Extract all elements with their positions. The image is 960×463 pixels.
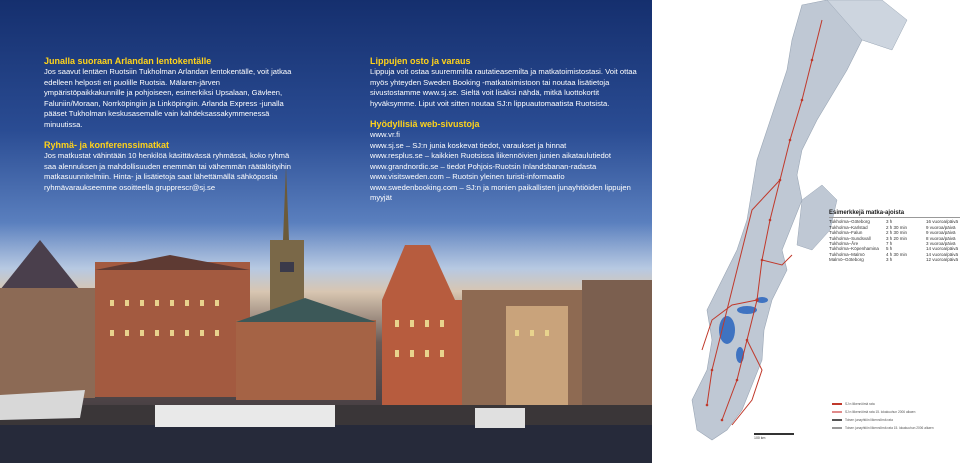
website-list	[370, 130, 640, 204]
group-travel-heading: Ryhmä- ja konferenssimatkat	[44, 140, 170, 150]
legend-item: SJ:n liikennöimä rata	[832, 400, 934, 408]
table-row: Tukholma–Åre 7 h 3 vuoroa/päivä	[829, 241, 956, 247]
table-row: Tukholma–Köpenhamina 5 h 14 vuoroa/päivä	[829, 246, 959, 252]
scale-label: 100 km	[754, 435, 766, 440]
map-scale	[754, 433, 794, 440]
table-row: Tukholma–Karlstad 2 h 30 min 9 vuoroa/päivä	[829, 224, 956, 230]
map-legend	[832, 400, 934, 432]
airport-paragraph: Jos saavut lentäen Ruotsiin Tukholman Arlandan lentokentälle, voit jatkaa edelleen helposti eri puolille Ruotsia. Mälaren-järven ympäristöpaikkakunnille ja pohjoiseen, esimerkiksi Upsalaan, Gävleen, Faluniin/Moraan, Norrköpingiin ja Linköpingiin. Arlanda Express -junalla pääset Tukholman keskusasemalle vain kahdeksassakymmenessä minuutissa.	[44, 67, 292, 129]
website-link[interactable]: www.swedenbooking.com – SJ:n ja monien paikallisten junayhtiöiden lippujen myyjät	[370, 182, 631, 202]
table-row: Tukholma–Sundsvall 3 h 20 min 8 vuoroa/päivä	[829, 235, 956, 241]
group-travel-paragraph: Jos matkustat vähintään 10 henkilöä käsittävässä ryhmässä, koko ryhmä saa alennuksen ja mahdollisuuden enemmän tai vähemmän räätälöityihin matkasuunnitelmiin. Hinta- ja lisätietoja saat lähettämällä sähköpostia ryhmävaraukseemme osoitteella grupprescr@sj.se	[44, 151, 291, 192]
scale-bar	[754, 433, 794, 435]
left-text-column	[44, 55, 294, 202]
website-link[interactable]: www.sj.se – SJ:n junia koskevat tiedot, varaukset ja hinnat	[370, 140, 567, 150]
table-row: Tukholma–Malmö 4 h 30 min 14 vuoroa/päivä	[829, 251, 959, 257]
tickets-heading: Lippujen osto ja varaus	[370, 56, 471, 66]
legend-item: Toisen junayhtiön liikennöimä rata 15. lokakuuhun 2006 alkaen	[832, 424, 934, 432]
table-row: Malmö–Göteborg 3 h 12 vuoroa/päivä	[829, 257, 959, 263]
airport-heading: Junalla suoraan Arlandan lentokentälle	[44, 56, 212, 66]
travel-times-title: Esimerkkejä matka-ajoista	[829, 211, 960, 218]
website-link[interactable]: www.resplus.se – kaikkien Ruotsissa liikennöivien junien aikataulutiedot	[370, 151, 612, 160]
website-link[interactable]: www.visitsweden.com – Ruotsin yleinen turisti-informaatio	[370, 172, 565, 181]
legend-item: SJ:n liikennöimä rata 15. lokakuuhun 2006 alkaen	[832, 408, 934, 416]
table-row: Tukholma–Göteborg 3 h 16 vuoroa/päivä	[829, 219, 959, 225]
websites-heading: Hyödyllisiä web-sivustoja	[370, 119, 480, 129]
legend-swatch	[832, 419, 842, 421]
travel-times-table	[829, 211, 960, 263]
rail-map-panel	[652, 0, 960, 463]
legend-swatch	[832, 403, 842, 405]
legend-swatch	[832, 411, 842, 413]
tickets-paragraph: Lippuja voit ostaa suuremmilta rautatieasemilta ja matkatoimistostasi. Voit ottaa myös yhteyden Sweden Booking -matkatoimistoon tai noutaa lisätietoja sivustostamme www.sj.se. Sieltä voit lisäksi nähdä, mitkä luottokortit hyväksymme. Liput voit sitten noutaa SJ:n lippuautomaatista Ruotsista.	[370, 67, 637, 108]
right-text-column	[370, 55, 640, 204]
website-link[interactable]: www.grandnordic.se – tiedot Pohjois-Ruotsin Inlandsbanan-radasta	[370, 161, 597, 171]
lake	[719, 316, 735, 344]
legend-swatch	[832, 427, 842, 429]
website-link[interactable]: www.vr.fi	[370, 130, 400, 139]
table-row: Tukholma–Falun 2 h 30 min 9 vuoroa/päivä	[829, 230, 956, 236]
legend-item: Toisen junayhtiön liikennöimä rata	[832, 416, 934, 424]
